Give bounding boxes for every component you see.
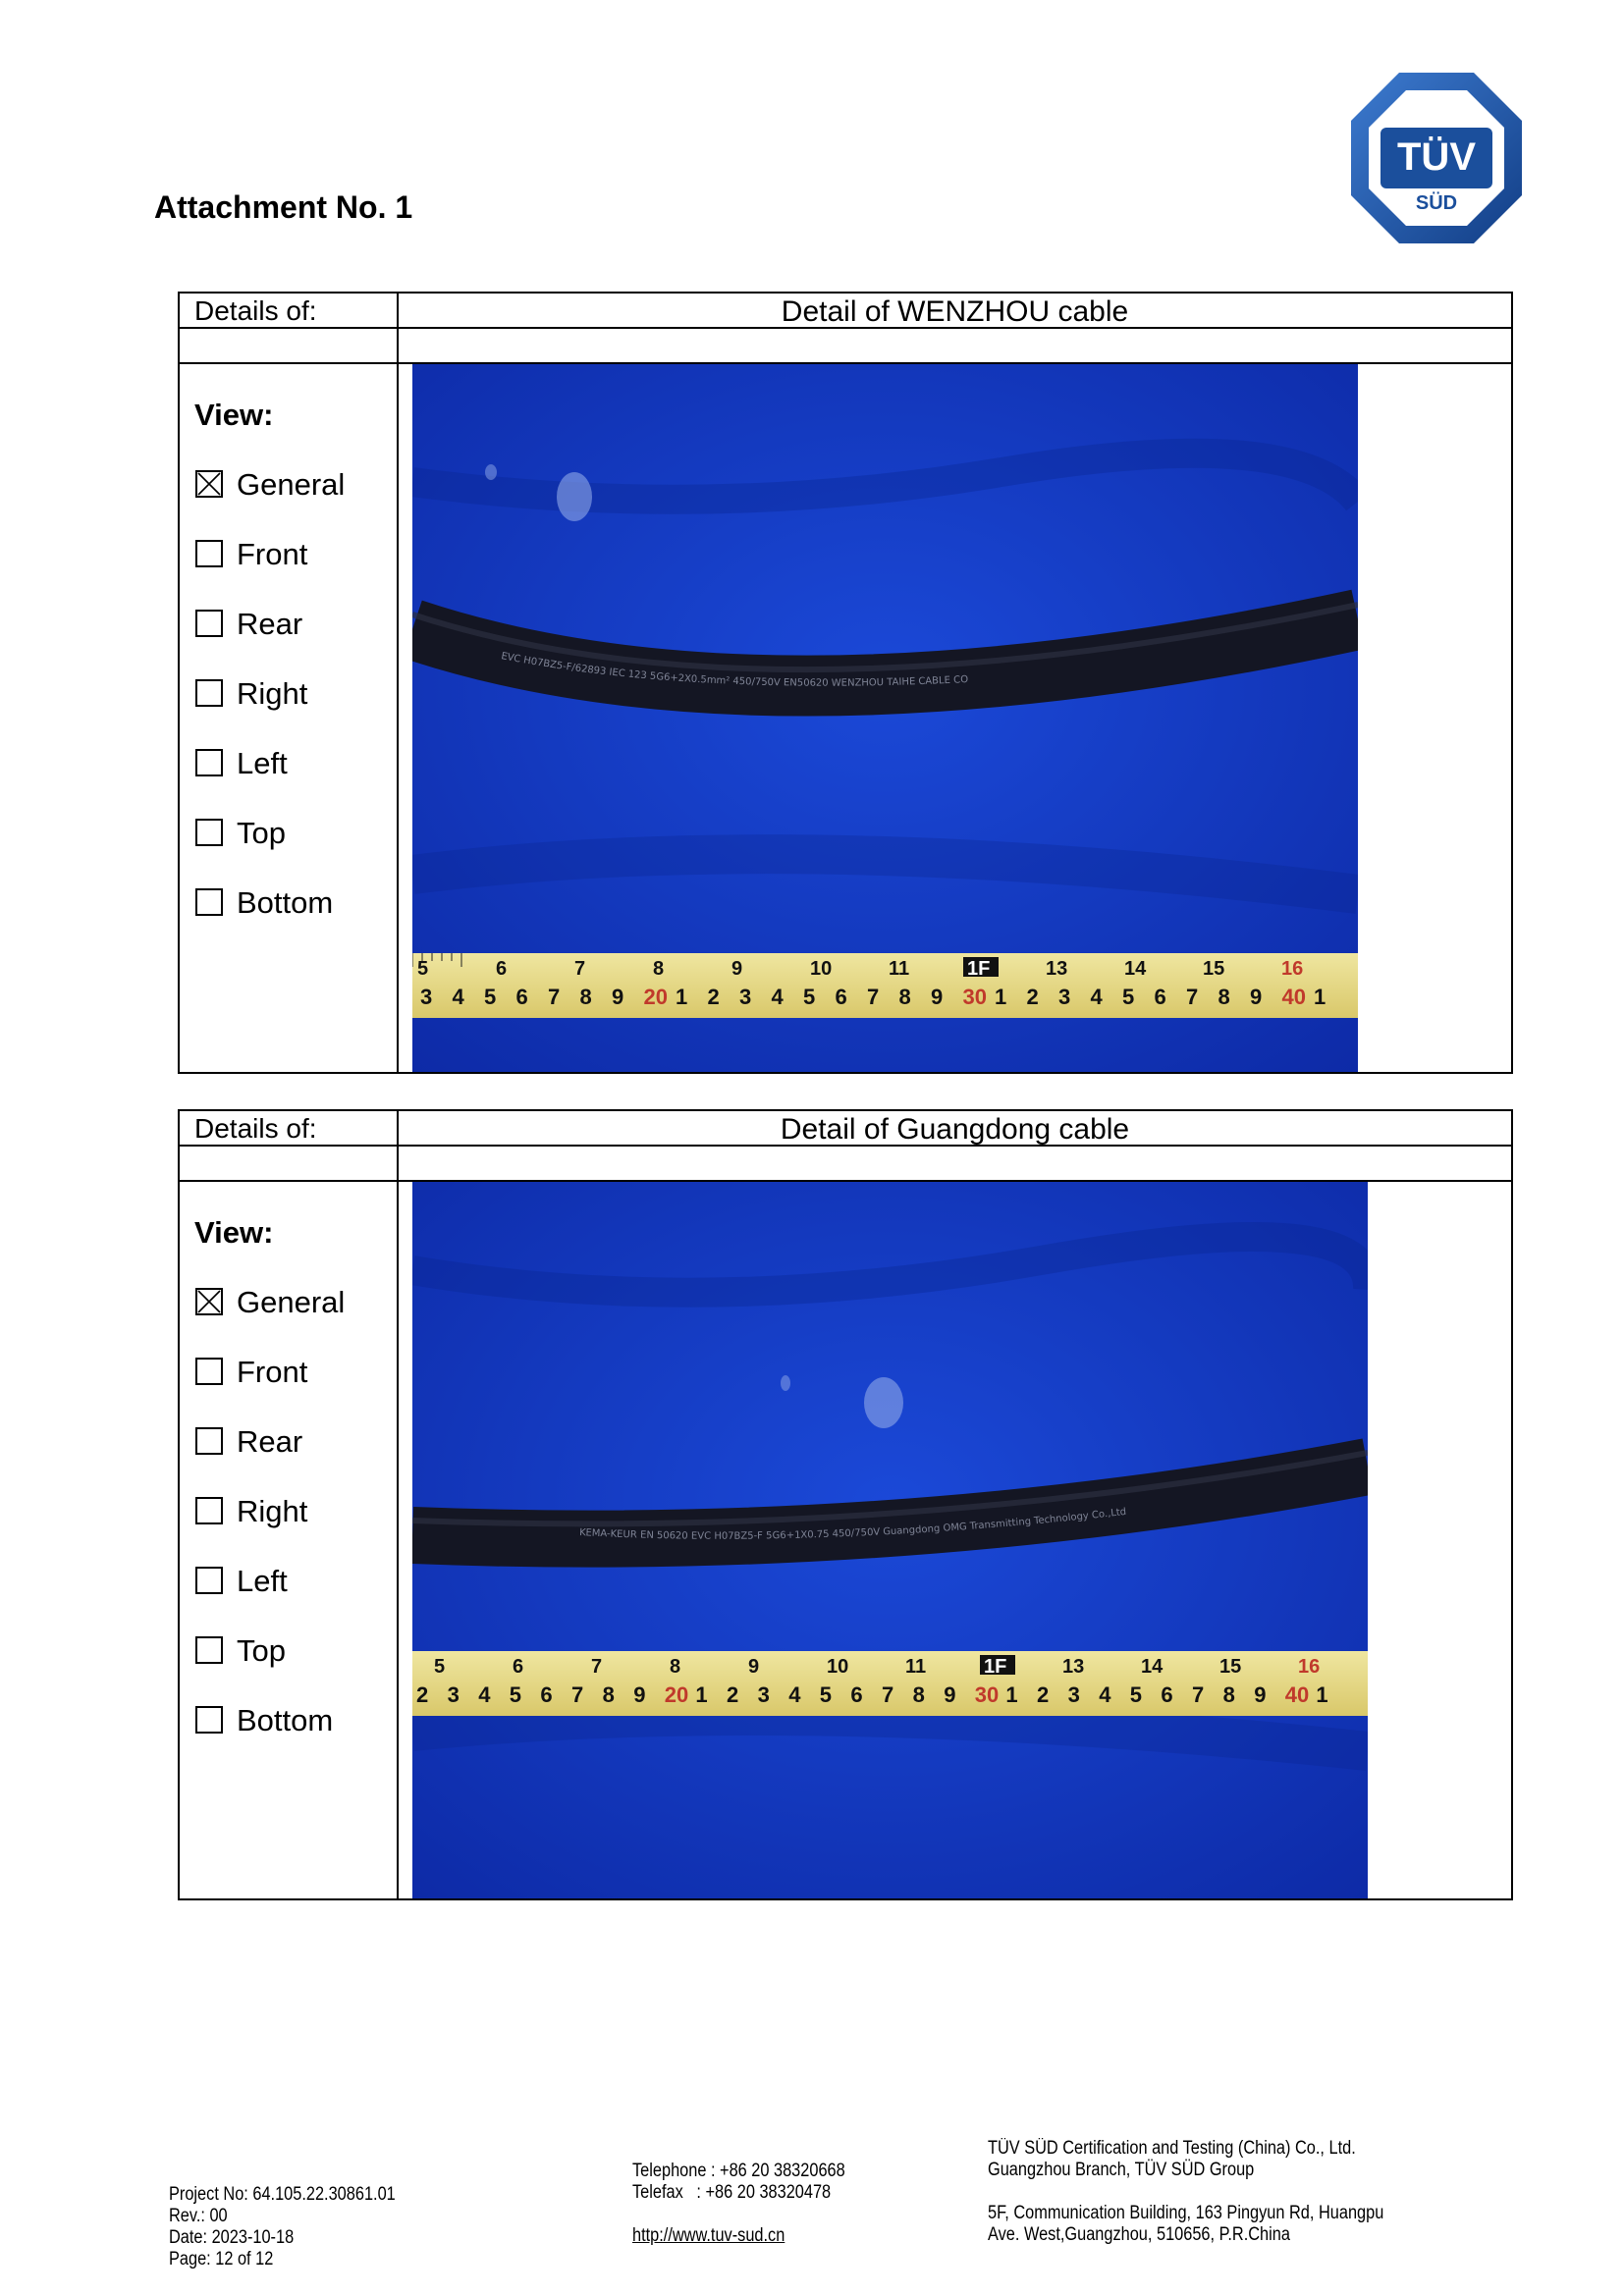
ruler-top-label: 6	[496, 958, 508, 980]
telephone: Telephone : +86 20 38320668	[632, 2161, 845, 2181]
ruler-bottom-label: 6	[540, 1682, 553, 1707]
ruler-bottom-label: 1	[676, 985, 688, 1009]
footer-contact	[632, 2161, 845, 2247]
ruler-bottom-label: 2	[416, 1682, 429, 1707]
view-option-right[interactable]: Right	[195, 1494, 345, 1564]
ruler-top-label: 5	[434, 1656, 446, 1678]
ruler-top-label: 9	[731, 958, 743, 980]
checkbox[interactable]	[195, 679, 223, 707]
checkbox[interactable]	[195, 1427, 223, 1455]
website-link[interactable]: http://www.tuv-sud.cn	[632, 2225, 785, 2246]
revision: Rev.: 00	[169, 2206, 228, 2226]
ruler-bottom-label: 5	[484, 985, 497, 1009]
checkbox-checked[interactable]	[195, 1288, 223, 1315]
cable-print-text: KEMA-KEUR EN 50620 EVC H07BZ5-F 5G6+1X0.75 450/750V Guangdong OMG Transmitting Technology Co.,Ltd	[578, 1506, 1127, 1542]
ruler-bottom-label: 30	[974, 1682, 1000, 1707]
ruler-bottom-label: 4	[452, 985, 464, 1009]
checkbox[interactable]	[195, 1636, 223, 1664]
view-option-bottom[interactable]: Bottom	[195, 1703, 345, 1773]
ruler-bottom-label: 1	[995, 985, 1007, 1009]
company-name: TÜV SÜD Certification and Testing (China) Co., Ltd.	[988, 2138, 1356, 2159]
view-option-left[interactable]: Left	[195, 1564, 345, 1633]
view-option-left[interactable]: Left	[195, 746, 345, 816]
ruler-top-label: 1F	[967, 958, 991, 980]
ruler-bottom-label: 3	[420, 985, 433, 1009]
ruler-bottom-label: 9	[931, 985, 944, 1009]
view-option-rear[interactable]: Rear	[195, 607, 345, 676]
ruler-top-label: 1F	[984, 1656, 1007, 1678]
view-option-front[interactable]: Front	[195, 1355, 345, 1424]
footer-project-info	[169, 2184, 396, 2270]
ruler-top-label: 7	[574, 958, 586, 980]
view-option-bottom[interactable]: Bottom	[195, 885, 345, 955]
logo-text: TÜV	[1397, 135, 1476, 179]
ruler-bottom-label: 3	[1067, 1682, 1080, 1707]
ruler-bottom-label: 2	[707, 985, 720, 1009]
detail-title: Detail of Guangdong cable	[780, 1113, 1130, 1146]
view-option-front[interactable]: Front	[195, 537, 345, 607]
ruler-top-label: 13	[1046, 958, 1068, 980]
checkbox[interactable]	[195, 749, 223, 776]
ruler-bottom-label: 2	[727, 1682, 739, 1707]
details-of-label: Details of:	[194, 295, 317, 326]
ruler-bottom-label: 8	[898, 985, 911, 1009]
tuv-sud-logo	[1347, 69, 1526, 247]
checkbox[interactable]	[195, 1567, 223, 1594]
detail-title: Detail of WENZHOU cable	[781, 295, 1129, 328]
view-option-general[interactable]: General	[195, 1285, 345, 1355]
ruler-top-label: 8	[653, 958, 665, 980]
ruler-bottom-label: 8	[1222, 1682, 1235, 1707]
ruler-bottom-labels	[420, 985, 1326, 1009]
view-option-top[interactable]: Top	[195, 1633, 345, 1703]
ruler-bottom-label: 20	[664, 1682, 689, 1707]
company-branch: Guangzhou Branch, TÜV SÜD Group	[988, 2160, 1255, 2180]
ruler-bottom-label: 3	[739, 985, 752, 1009]
ruler-bottom-label: 4	[478, 1682, 491, 1707]
checkbox-checked[interactable]	[195, 470, 223, 498]
ruler-bottom-label: 1	[1316, 1682, 1328, 1707]
ruler-top-label: 7	[591, 1656, 603, 1678]
ruler-bottom-label: 4	[771, 985, 784, 1009]
view-label: View:	[194, 398, 274, 432]
checkbox[interactable]	[195, 1706, 223, 1734]
ruler-bottom-label: 5	[1122, 985, 1135, 1009]
checkbox[interactable]	[195, 540, 223, 567]
ruler-top-label: 15	[1219, 1656, 1242, 1678]
logo-subtext: SÜD	[1415, 192, 1458, 214]
ruler-bottom-label: 9	[633, 1682, 646, 1707]
view-option-top[interactable]: Top	[195, 816, 345, 885]
view-options	[195, 467, 345, 955]
checkbox[interactable]	[195, 819, 223, 846]
ruler-bottom-label: 2	[1037, 1682, 1050, 1707]
ruler-bottom-label: 8	[1218, 985, 1230, 1009]
ruler-bottom-label: 7	[571, 1682, 584, 1707]
checkbox[interactable]	[195, 1497, 223, 1524]
ruler-top-label: 14	[1124, 958, 1147, 980]
detail-table-wenzhou	[178, 292, 1513, 1074]
ruler-top-label: 16	[1281, 958, 1304, 980]
ruler-bottom-label: 4	[1090, 985, 1103, 1009]
ruler-bottom-label: 1	[1005, 1682, 1018, 1707]
project-number: Project No: 64.105.22.30861.01	[169, 2184, 396, 2205]
ruler-top-label: 13	[1062, 1656, 1085, 1678]
ruler-bottom-label: 4	[1099, 1682, 1111, 1707]
ruler-top-label: 9	[748, 1656, 760, 1678]
ruler-bottom-label: 9	[1250, 985, 1263, 1009]
ruler-bottom-label: 7	[1186, 985, 1199, 1009]
view-options	[195, 1285, 345, 1773]
checkbox[interactable]	[195, 610, 223, 637]
view-option-rear[interactable]: Rear	[195, 1424, 345, 1494]
ruler-top-label: 11	[905, 1656, 927, 1678]
ruler-bottom-label: 7	[867, 985, 880, 1009]
date: Date: 2023-10-18	[169, 2227, 295, 2248]
checkbox[interactable]	[195, 1358, 223, 1385]
page-number: Page: 12 of 12	[169, 2249, 274, 2269]
ruler-bottom-label: 40	[1281, 985, 1306, 1009]
detail-table-guangdong	[178, 1109, 1513, 1900]
ruler-top-label: 10	[827, 1656, 849, 1678]
ruler-top-label: 8	[670, 1656, 681, 1678]
ruler-top-label: 6	[513, 1656, 524, 1678]
ruler-bottom-label: 30	[962, 985, 987, 1009]
ruler-bottom-label: 9	[1254, 1682, 1267, 1707]
view-label: View:	[194, 1215, 274, 1250]
ruler-top-label: 11	[889, 958, 910, 980]
ruler-bottom-label: 7	[1192, 1682, 1205, 1707]
cable-print-text: EVC H07BZ5-F/62893 IEC 123 5G6+2X0.5mm² 450/750V EN50620 WENZHOU TAIHE CABLE CO	[500, 651, 969, 689]
ruler-bottom-label: 1	[1314, 985, 1326, 1009]
ruler-top-label: 10	[810, 958, 833, 980]
footer-company	[988, 2138, 1383, 2246]
ruler-bottom-label: 1	[695, 1682, 708, 1707]
ruler-bottom-label: 8	[912, 1682, 925, 1707]
view-option-general[interactable]: General	[195, 467, 345, 537]
ruler-bottom-label: 5	[819, 1682, 833, 1707]
address-line-1: 5F, Communication Building, 163 Pingyun Rd, Huangpu	[988, 2203, 1384, 2223]
ruler-top-label: 15	[1203, 958, 1225, 980]
ruler-bottom-label: 40	[1284, 1682, 1310, 1707]
ruler-bottom-label: 6	[1161, 1682, 1173, 1707]
ruler-bottom-label: 4	[788, 1682, 801, 1707]
ruler-bottom-label: 6	[835, 985, 847, 1009]
telefax: Telefax : +86 20 38320478	[632, 2182, 832, 2203]
ruler-bottom-label: 6	[515, 985, 528, 1009]
ruler-bottom-label: 8	[602, 1682, 615, 1707]
ruler-bottom-label: 3	[447, 1682, 460, 1707]
ruler-bottom-label: 3	[757, 1682, 770, 1707]
ruler-bottom-label: 5	[509, 1682, 522, 1707]
ruler-bottom-label: 7	[882, 1682, 894, 1707]
ruler-bottom-label: 5	[803, 985, 816, 1009]
view-option-right[interactable]: Right	[195, 676, 345, 746]
cable-photo-wenzhou	[412, 364, 1358, 1072]
ruler-bottom-label: 5	[1129, 1682, 1143, 1707]
ruler-top-label: 14	[1141, 1656, 1164, 1678]
ruler-bottom-label: 6	[850, 1682, 863, 1707]
ruler-bottom-label: 20	[643, 985, 668, 1009]
checkbox[interactable]	[195, 888, 223, 916]
address-line-2: Ave. West,Guangzhou, 510656, P.R.China	[988, 2224, 1290, 2245]
ruler-bottom-label: 7	[548, 985, 561, 1009]
ruler-top-label: 5	[417, 958, 429, 980]
ruler-top-label: 16	[1298, 1656, 1321, 1678]
details-of-label: Details of:	[194, 1113, 317, 1144]
attachment-title: Attachment No. 1	[154, 189, 413, 225]
ruler-bottom-label: 2	[1026, 985, 1039, 1009]
ruler-bottom-label: 6	[1154, 985, 1166, 1009]
ruler-bottom-label: 9	[944, 1682, 956, 1707]
cable-photo-guangdong	[412, 1182, 1368, 1898]
ruler-bottom-label: 3	[1058, 985, 1071, 1009]
ruler-bottom-label: 9	[612, 985, 624, 1009]
ruler-bottom-label: 8	[579, 985, 592, 1009]
